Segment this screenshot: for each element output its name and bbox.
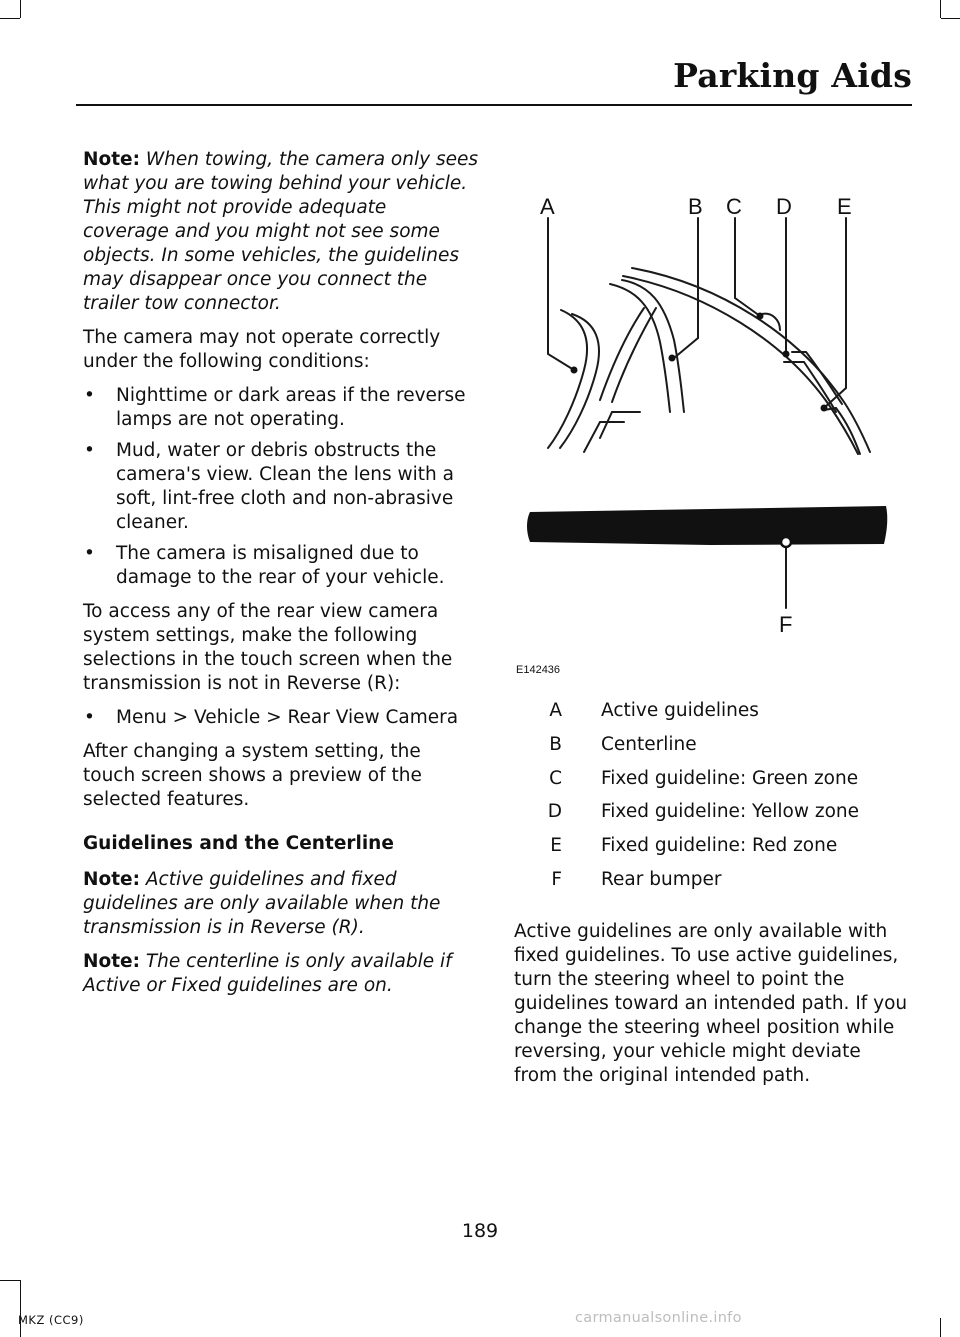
callout-letter-a: A bbox=[540, 194, 555, 219]
note-label: Note: bbox=[83, 951, 140, 972]
list-item-text: The camera is misaligned due to damage to the rear of your vehicle. bbox=[116, 543, 445, 588]
callout-dot bbox=[783, 351, 790, 358]
legend-desc: Rear bumper bbox=[601, 868, 722, 890]
legend-row bbox=[514, 869, 909, 903]
figure-id: E142436 bbox=[516, 664, 561, 676]
active-guideline-left bbox=[560, 314, 599, 448]
callout-dot bbox=[669, 355, 676, 362]
note-text: The centerline is only available if Active or Fixed guidelines are on. bbox=[83, 951, 452, 996]
list-item bbox=[83, 439, 478, 535]
callout-dot bbox=[571, 367, 578, 374]
note-centerline bbox=[83, 950, 478, 998]
fixed-guideline bbox=[600, 412, 640, 438]
active-guideline-left bbox=[548, 310, 587, 448]
legend-row bbox=[514, 700, 909, 734]
left-column bbox=[83, 148, 478, 1008]
settings-intro: To access any of the rear view camera system settings, make the following selections in the touch screen when the transmission is not in Reverse (R): bbox=[83, 601, 453, 694]
legend-key: A bbox=[549, 700, 562, 721]
right-column bbox=[514, 920, 909, 1098]
note-text: Active guidelines and fixed guidelines are only available when the transmission is in Reverse (R). bbox=[83, 869, 441, 938]
menu-path-list bbox=[83, 706, 478, 730]
conditions-intro: The camera may not operate correctly under the following conditions: bbox=[83, 327, 441, 372]
callout-dot bbox=[821, 405, 828, 412]
bullet: • bbox=[84, 543, 95, 564]
fixed-guideline bbox=[632, 268, 870, 452]
crop-mark bbox=[941, 18, 960, 19]
active-guidelines-paragraph: Active guidelines are only available with fixed guidelines. To use active guidelines, turn the steering wheel to point the guidelines toward an intended path. If you change the steering wheel position while reversing, your vehicle might deviate from the original intended path. bbox=[514, 921, 908, 1086]
legend-key: C bbox=[549, 767, 562, 789]
callout-letter-b: B bbox=[688, 194, 703, 219]
rear-camera-guidelines-diagram bbox=[514, 190, 914, 680]
legend-row bbox=[514, 768, 909, 802]
legend-row bbox=[514, 801, 909, 835]
legend-desc: Fixed guideline: Green zone bbox=[601, 767, 859, 789]
legend-key: B bbox=[549, 733, 562, 755]
note-when-towing bbox=[83, 148, 478, 316]
callout-dot bbox=[757, 313, 764, 320]
callout-line-c bbox=[735, 218, 760, 316]
note-guidelines-reverse bbox=[83, 868, 478, 940]
list-item-text: Nighttime or dark areas if the reverse lamps are not operating. bbox=[116, 385, 466, 430]
list-item bbox=[83, 542, 478, 590]
bullet: • bbox=[84, 385, 95, 406]
conditions-list bbox=[83, 384, 478, 590]
note-text: When towing, the camera only sees what you are towing behind your vehicle. This might not provide adequate coverage and you might not see some objects. In some vehicles, the guidelines may disappear once you connect the trailer tow connector. bbox=[83, 149, 478, 314]
list-item bbox=[83, 706, 478, 730]
note-label: Note: bbox=[83, 149, 140, 170]
legend-key: D bbox=[547, 801, 562, 823]
legend-desc: Fixed guideline: Yellow zone bbox=[601, 801, 860, 823]
callout-letter-c: C bbox=[726, 194, 742, 219]
callout-letter-f: F bbox=[779, 612, 793, 637]
yellow-zone-marker bbox=[792, 352, 842, 404]
note-label: Note: bbox=[83, 869, 140, 890]
legend-desc: Fixed guideline: Red zone bbox=[601, 835, 838, 857]
callout-line-a bbox=[548, 218, 574, 370]
section-subheading: Guidelines and the Centerline bbox=[83, 833, 394, 854]
footer-model: MKZ (CC9) bbox=[18, 1313, 84, 1327]
crop-mark bbox=[940, 1318, 941, 1337]
header-rule bbox=[76, 104, 912, 106]
legend-key: F bbox=[551, 868, 562, 890]
bullet: • bbox=[84, 707, 95, 728]
legend-desc: Active guidelines bbox=[601, 700, 759, 721]
settings-after: After changing a system setting, the touch screen shows a preview of the selected features. bbox=[83, 741, 422, 810]
crop-mark bbox=[0, 1280, 20, 1281]
crop-mark bbox=[0, 18, 20, 19]
legend-key: E bbox=[550, 835, 562, 857]
rear-bumper bbox=[527, 506, 887, 545]
callout-line-b bbox=[674, 218, 698, 358]
crop-mark bbox=[20, 0, 21, 18]
watermark: carmanualsonline.info bbox=[575, 1310, 742, 1326]
fixed-guideline bbox=[600, 308, 644, 400]
page-number: 189 bbox=[461, 1220, 499, 1242]
legend-desc: Centerline bbox=[601, 733, 697, 755]
callout-letter-e: E bbox=[837, 194, 852, 219]
bullet: • bbox=[84, 440, 95, 461]
legend-row bbox=[514, 835, 909, 869]
callout-letter-d: D bbox=[776, 194, 792, 219]
callout-dot bbox=[781, 537, 791, 547]
centerline bbox=[622, 280, 684, 412]
figure-legend bbox=[514, 700, 909, 903]
crop-mark bbox=[20, 1280, 21, 1337]
fixed-guideline bbox=[584, 422, 624, 452]
crop-mark bbox=[940, 0, 941, 18]
list-item-text: Mud, water or debris obstructs the camera's view. Clean the lens with a soft, lint-free cloth and non-abrasive cleaner. bbox=[116, 440, 454, 533]
page-title: Parking Aids bbox=[673, 56, 912, 95]
legend-row bbox=[514, 734, 909, 768]
menu-path: Menu > Vehicle > Rear View Camera bbox=[116, 707, 459, 728]
centerline bbox=[610, 284, 670, 412]
list-item bbox=[83, 384, 478, 432]
